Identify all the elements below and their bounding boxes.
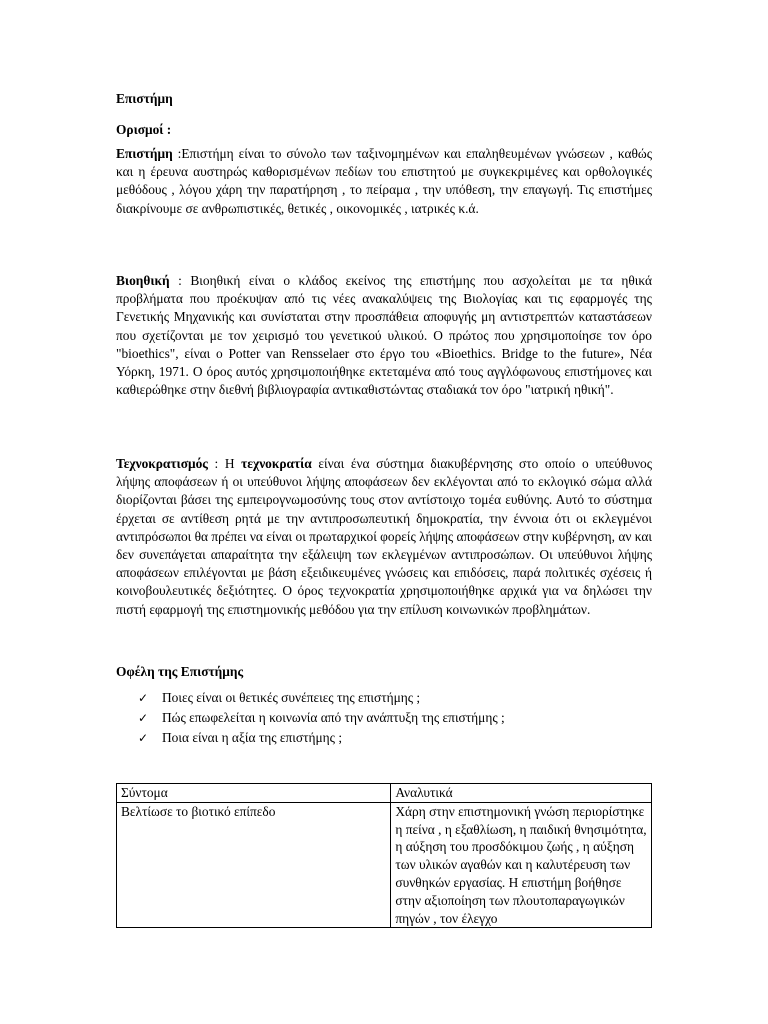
benefits-heading: Οφέλη της Επιστήμης — [116, 664, 244, 679]
table-cell-short: Βελτίωσε το βιοτικό επίπεδο — [117, 802, 391, 928]
column-header-detailed: Αναλυτικά — [391, 784, 652, 803]
technocracy-bold-word: τεχνοκρατία — [241, 456, 312, 471]
benefits-table — [116, 783, 652, 928]
technocracy-separator: : Η — [207, 456, 242, 471]
page-title: Επιστήμη — [116, 91, 173, 106]
table-row — [117, 802, 652, 928]
technocracy-term: Τεχνοκρατισμός — [116, 456, 208, 471]
science-term: Επιστήμη — [116, 146, 173, 161]
checkmark-icon: ✓ — [138, 711, 149, 725]
checkmark-icon: ✓ — [138, 731, 149, 745]
question-text: Ποιες είναι οι θετικές συνέπειες της επιστήμης ; — [162, 690, 421, 705]
list-item — [138, 728, 505, 748]
bioethics-definition — [116, 272, 652, 399]
question-text: Πώς επωφελείται η κοινωνία από την ανάπτυξη της επιστήμης ; — [162, 710, 505, 725]
bioethics-term: Βιοηθική — [116, 273, 170, 288]
question-text: Ποια είναι η αξία της επιστήμης ; — [162, 730, 343, 745]
list-item — [138, 708, 505, 728]
questions-list — [138, 688, 505, 748]
list-item — [138, 688, 505, 708]
science-definition — [116, 145, 652, 218]
technocracy-text: είναι ένα σύστημα διακυβέρνησης στο οποίο ο υπεύθυνος λήψης αποφάσεων ή οι υπεύθυνοι λήψης αποφάσεων δεν εκλέγονται από το εκλογικό σώμα αλλά διορίζονται βάσει της εμπειρογνωμοσύνης τους στον αντίστοιχο τομέα ευθύνης. Αυτό το σύστημα έρχεται σε αντίθεση ρητά με την αντιπροσωπευτική δημοκρατία, την έννοια ότι οι εκλεγμένοι αντιπρόσωποι θα πρέπει να είναι οι πρωταρχικοί φορείς λήψης αποφάσεων στην κυβέρνηση, αν και δεν συνεπάγεται απαραίτητα την εξάλειψη των εκλεγμένων αντιπροσώπων. Οι υπεύθυνοι λήψης αποφάσεων επιλέγονται με βάση εξειδικευμένες γνώσεις και επιδόσεις, παρά πολιτικές σχέσεις ή κοινοβουλευτικές δεξιότητες. Ο όρος τεχνοκρατία χρησιμοποιήθηκε αρχικά για να δηλώσει την πιστή εφαρμογή της επιστημονικής μεθόδου για την επίλυση κοινωνικών προβλημάτων. — [116, 456, 653, 617]
definitions-heading: Ορισμοί : — [116, 122, 172, 137]
column-header-short: Σύντομα — [117, 784, 391, 803]
table-cell-detailed: Χάρη στην επιστημονική γνώση περιορίστηκε η πείνα , η εξαθλίωση, η παιδική θνησιμότητα, η αύξηση του προσδόκιμου ζωής , η αύξηση των υλικών αγαθών και η καλυτέρευση των συνθηκών εργασίας. Η επιστήμη βοήθησε στην αξιοποίηση των πλουτοπαραγωγικών πηγών , τον έλεγχο — [391, 802, 652, 928]
table-header-row — [117, 784, 652, 803]
science-text: :Επιστήμη είναι το σύνολο των ταξινομημένων και επαληθευμένων γνώσεων , καθώς και η έρευνα αυστηρώς καθορισμένων πεδίων του επιστητού με συγκεκριμένες και ορθολογικές μεθόδους , λόγου χάρη την παρατήρηση , το πείραμα , την υπόθεση, την επαγωγή. Τις επιστήμες διακρίνουμε σε ανθρωπιστικές, θετικές , οικονομικές , ιατρικές κ.ά. — [116, 146, 652, 216]
technocracy-definition — [116, 455, 652, 619]
bioethics-text: : Βιοηθική είναι ο κλάδος εκείνος της επιστήμης που ασχολείται με τα ηθικά προβλήματα που προέκυψαν από τις νέες ανακαλύψεις της Βιολογίας και τις εφαρμογές της Γενετικής Μηχανικής και συνίσταται στην προσπάθεια αποφυγής μη αντιστρεπτών καταστάσεων που σχετίζονται με τον χειρισμό του γενετικού υλικού. Ο πρώτος που χρησιμοποίησε τον όρο "bioethics", είναι ο Potter van Rensselaer στο έργο του «Bioethics. Bridge to the future», Νέα Υόρκη, 1971. Ο όρος αυτός χρησιμοποιήθηκε εκτεταμένα από τους αγγλόφωνους επιστήμονες και καθιερώθηκε στην διεθνή βιβλιογραφία αντικαθιστώντας σταδιακά τον όρο "ιατρική ηθική". — [116, 273, 652, 398]
checkmark-icon: ✓ — [138, 691, 149, 705]
